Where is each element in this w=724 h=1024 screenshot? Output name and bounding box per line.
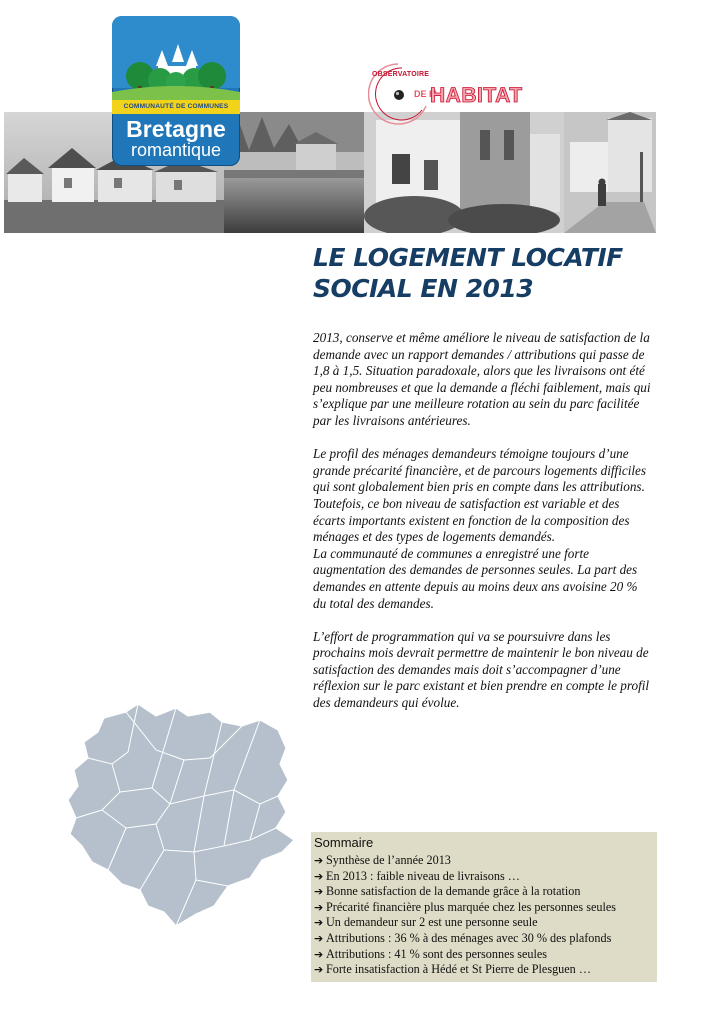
- summary-item: [314, 869, 656, 885]
- commune-map: [64, 700, 300, 928]
- territory-map: [64, 700, 300, 928]
- summary-item-text: Précarité financière plus marquée chez les personnes seules: [326, 899, 617, 914]
- summary-item: [314, 900, 656, 916]
- observatory-label-top: OBSERVATOIRE: [372, 71, 430, 78]
- summary-item-text: Attributions : 41 % sont des personnes seules: [326, 946, 548, 961]
- paragraph-1: 2013, conserve et même améliore le niveau de satisfaction de la demande avec un rapport demandes / attributions qui passe de 1,8 à 1,5. Situation paradoxale, alors que les livraisons ont été peu nombreuses et que la demande a fléchi faiblement, mais qui s’explique par une meilleure rotation au sein du parc facilitée par les livraisons antérieures.: [313, 330, 651, 428]
- summary-item-text: Bonne satisfaction de la demande grâce à la rotation: [326, 884, 581, 899]
- summary-item: [314, 853, 656, 869]
- summary-item: [314, 947, 656, 963]
- summary-list: [314, 853, 656, 978]
- right-arrow-icon: ➔: [314, 900, 324, 914]
- summary-item: [314, 915, 656, 931]
- observatory-label-de: DE L': [414, 89, 437, 99]
- body-text: [313, 330, 653, 712]
- bretagne-romantique-logo: [112, 16, 240, 166]
- header-photo: [4, 112, 656, 233]
- paragraph-2: Le profil des ménages demandeurs témoigne toujours d’une grande précarité financière, et de parcours logements difficiles qui sont globalement bien pris en compte dans les attributions. Toutefois, ce bon niveau de satisfaction est variable et des écarts importants existent en fonction de la composition des ménages et des types de logements demandés.: [313, 446, 647, 545]
- page-title: LE LOGEMENT LOCATIF SOCIAL EN 2013: [313, 243, 623, 303]
- right-arrow-icon: ➔: [314, 947, 324, 961]
- right-arrow-icon: ➔: [314, 963, 324, 977]
- summary-heading: Sommaire: [314, 835, 374, 850]
- summary-item-text: Synthèse de l’année 2013: [326, 853, 451, 867]
- logo-name-line2: romantique: [130, 140, 222, 160]
- summary-box: [311, 832, 657, 982]
- summary-item: [314, 962, 656, 978]
- summary-item-text: Attributions : 36 % à des ménages avec 30 % des plafonds: [326, 930, 612, 945]
- observatory-logo: [368, 62, 548, 126]
- summary-item-text: Un demandeur sur 2 est une personne seule: [326, 915, 538, 930]
- right-arrow-icon: ➔: [314, 885, 324, 899]
- castle-trees-icon: [112, 36, 240, 102]
- right-arrow-icon: ➔: [314, 931, 324, 945]
- observatory-label-main: HABITAT: [430, 84, 523, 107]
- summary-item-text: Forte insatisfaction à Hédé et St Pierre de Plesguen …: [326, 962, 592, 977]
- right-arrow-icon: ➔: [314, 854, 324, 867]
- paragraph-3: La communauté de communes a enregistré une forte augmentation des demandes de personnes seules. La part des demandes en attente depuis au moins deux ans avoisine 20 % du total des demandes.: [313, 545, 638, 611]
- logo-community-label: COMMUNAUTÉ DE COMMUNES: [112, 100, 240, 114]
- right-arrow-icon: ➔: [314, 916, 324, 930]
- summary-item-text: En 2013 : faible niveau de livraisons …: [326, 868, 520, 883]
- right-arrow-icon: ➔: [314, 869, 324, 883]
- summary-item: [314, 931, 656, 947]
- header-photo-strip: [4, 112, 656, 233]
- logo-name-line1: Bretagne: [126, 116, 226, 142]
- summary-item: [314, 884, 656, 900]
- paragraph-4: L’effort de programmation qui va se poursuivre dans les prochains mois devrait permettre de maintenir le bon niveau de satisfaction des demandes mais doit s’accompagner d’une réflexion sur le parc existant et bien prendre en compte le profil des demandeurs qui évolue.: [313, 628, 650, 711]
